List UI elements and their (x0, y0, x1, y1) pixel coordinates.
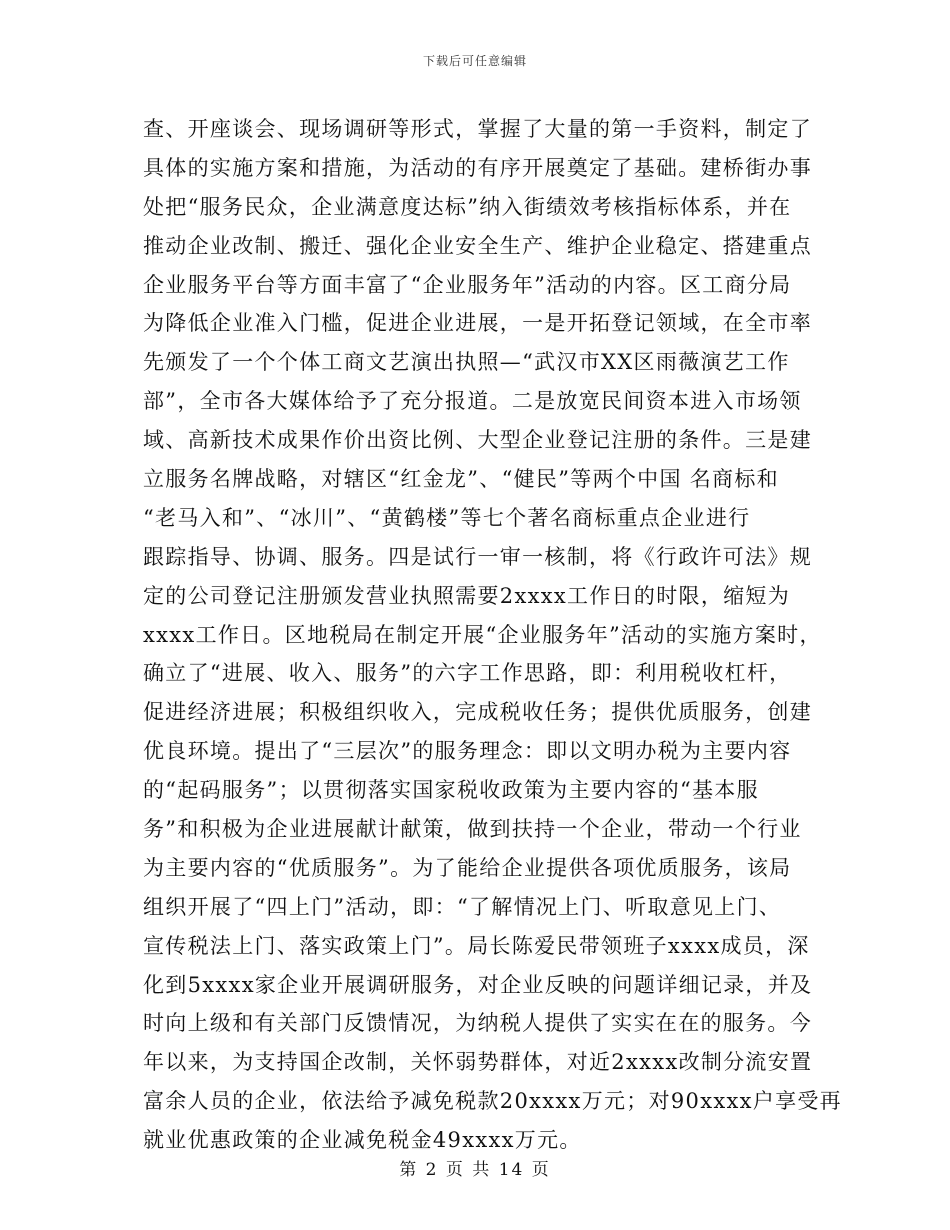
text-line: 确立了“进展、收入、服务”的六字工作思路，即：利用税收杠杆， (143, 661, 792, 686)
text-line: 域、高新技术成果作价出资比例、大型企业登记注册的条件。三是建 (143, 428, 812, 453)
text-line: 为降低企业准入门槛，促进企业进展，一是开拓登记领域，在全市率 (143, 311, 812, 336)
text-line: 务”和积极为企业进展献计献策，做到扶持一个企业，带动一个行业 (143, 817, 802, 842)
document-body (143, 110, 842, 1160)
text-line: 处把“服务民众，企业满意度达标”纳入街绩效考核指标体系，并在 (143, 194, 792, 219)
text-line: 企业服务平台等方面丰富了“企业服务年”活动的内容。区工商分局 (143, 272, 792, 297)
text-line: 查、开座谈会、现场调研等形式，掌握了大量的第一手资料，制定了 (143, 117, 812, 141)
text-line: 宣传税法上门、落实政策上门”。局长陈爱民带领班子xxxx成员，深 (143, 933, 810, 958)
text-line: 立服务名牌战略，对辖区“红金龙”、“健民”等两个中国 名商标和 (143, 467, 779, 492)
text-line: 跟踪指导、协调、服务。四是试行一审一核制，将《行政许可法》规 (143, 544, 812, 569)
text-line: 促进经济进展；积极组织收入，完成税收任务；提供优质服务，创建 (143, 700, 812, 725)
text-line: 定的公司登记注册颁发营业执照需要2xxxx工作日的时限，缩短为 (143, 583, 791, 608)
text-line: 先颁发了一个个体工商文艺演出执照—“武汉市XX区雨薇演艺工作 (143, 350, 790, 375)
text-line: xxxx工作日。区地税局在制定开展“企业服务年”活动的实施方案时， (143, 622, 822, 647)
text-line: 推动企业改制、搬迁、强化企业安全生产、维护企业稳定、搭建重点 (143, 233, 812, 258)
text-line: 时向上级和有关部门反馈情况，为纳税人提供了实实在在的服务。今 (143, 1011, 812, 1036)
text-line: 具体的实施方案和措施，为活动的有序开展奠定了基础。建桥街办事 (143, 155, 812, 180)
text-line: 的“起码服务”；以贯彻落实国家税收政策为主要内容的“基本服 (143, 778, 759, 803)
page-header: 下载后可任意编辑 (422, 54, 527, 68)
text-line: 就业优惠政策的企业减免税金49xxxx万元。 (143, 1128, 582, 1153)
text-line: 优良环境。提出了“三层次”的服务理念：即以文明办税为主要内容 (143, 739, 792, 764)
text-line: 部”，全市各大媒体给予了充分报道。二是放宽民间资本进入市场领 (143, 389, 802, 414)
page-footer: 第 2 页 共 14 页 (399, 1160, 551, 1180)
text-line: “老马入和”、“冰川”、“黄鹤楼”等七个著名商标重点企业进行 (143, 505, 751, 530)
text-line: 年以来，为支持国企改制，关怀弱势群体，对近2xxxx改制分流安置 (143, 1050, 813, 1075)
text-line: 为主要内容的“优质服务”。为了能给企业提供各项优质服务，该局 (143, 855, 792, 880)
text-line: 富余人员的企业，依法给予减免税款20xxxx万元；对90xxxx户享受再 (143, 1089, 842, 1114)
text-line: 组织开展了“四上门”活动，即：“了解情况上门、听取意见上门、 (143, 894, 782, 919)
text-line: 化到5xxxx家企业开展调研服务，对企业反映的问题详细记录，并及 (143, 972, 813, 997)
